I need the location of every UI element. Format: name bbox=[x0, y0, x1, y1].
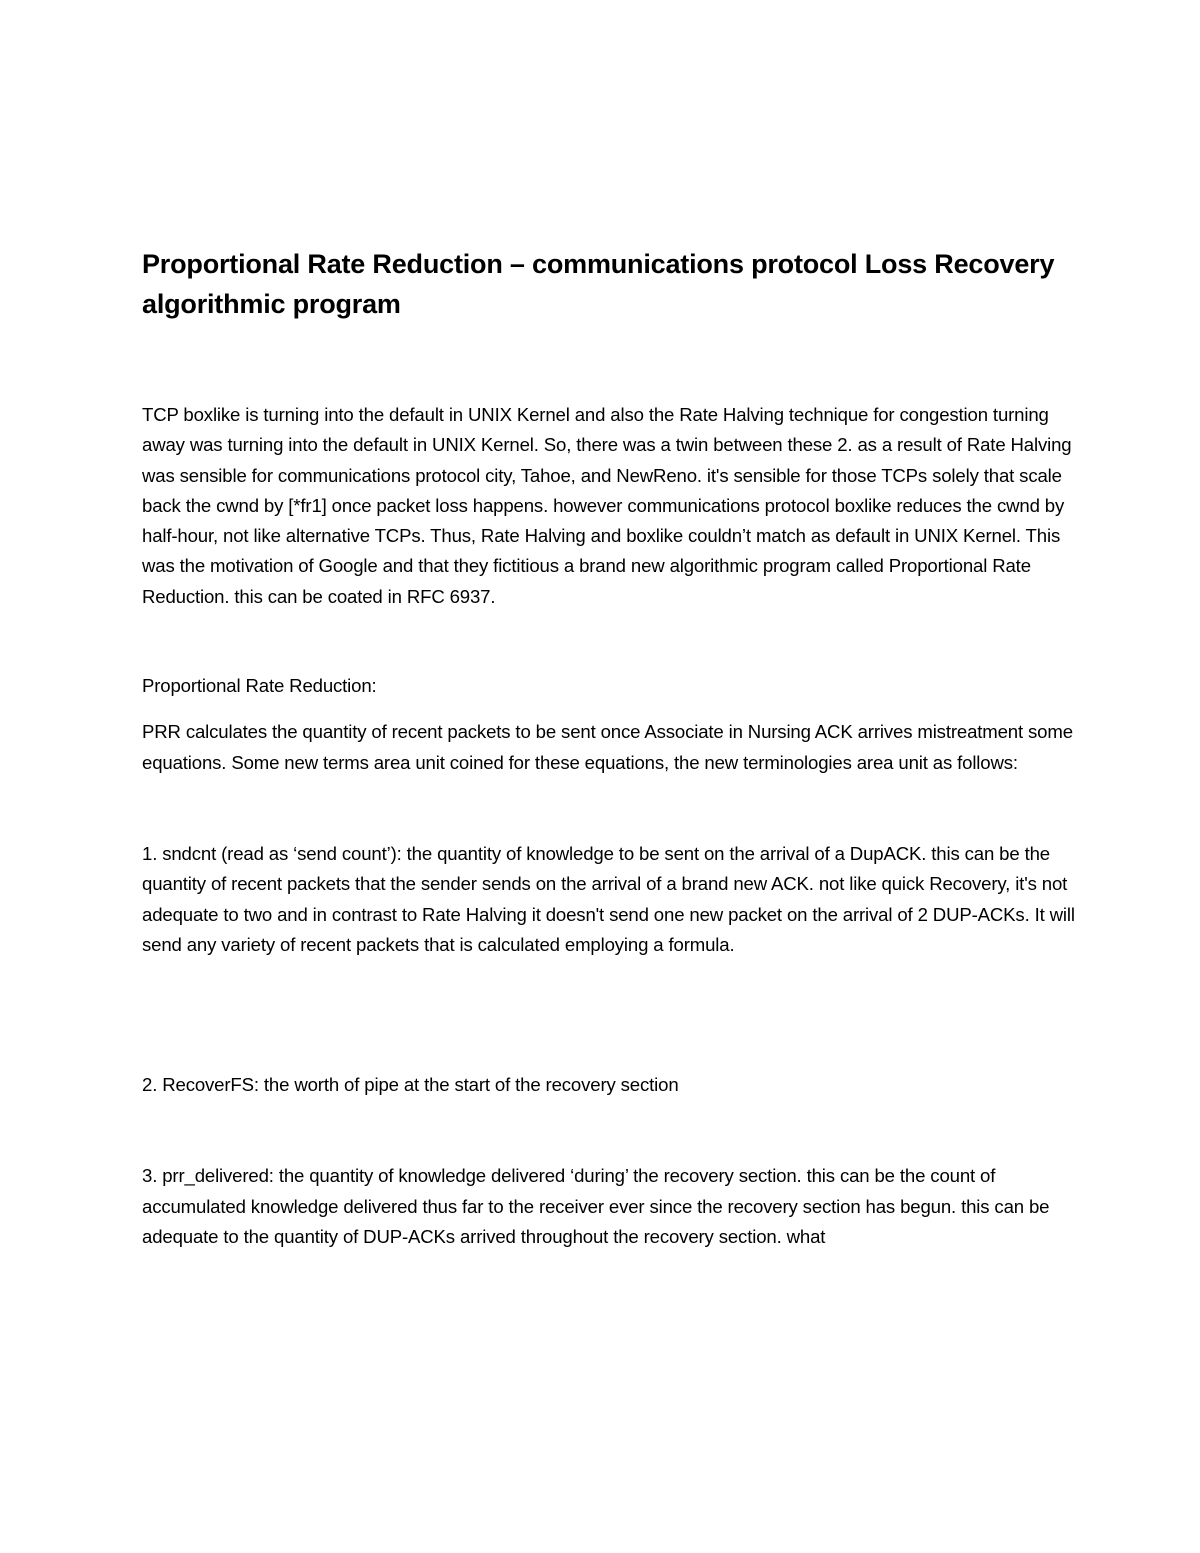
section-heading: Proportional Rate Reduction: bbox=[142, 675, 377, 697]
term-item-recoverfs: 2. RecoverFS: the worth of pipe at the start of the recovery section bbox=[142, 1074, 679, 1096]
document-title: Proportional Rate Reduction – communications protocol Loss Recovery algorithmic program bbox=[142, 249, 1055, 319]
intro-paragraph: TCP boxlike is turning into the default in UNIX Kernel and also the Rate Halving technique for congestion turning away was turning into the default in UNIX Kernel. So, there was a twin between these 2. as a result of Rate Halving was sensible for communications protocol city, Tahoe, and NewReno. it's sensible for those TCPs solely that scale back the cwnd by [*fr1] once packet loss happens. however communications protocol boxlike reduces the cwnd by half-hour, not like alternative TCPs. Thus, Rate Halving and boxlike couldn’t match as default in UNIX Kernel. This was the motivation of Google and that they fictitious a brand new algorithmic program called Proportional Rate Reduction. this can be coated in RFC 6937. bbox=[142, 404, 1072, 607]
term-item-sndcnt: 1. sndcnt (read as ‘send count’): the quantity of knowledge to be sent on the arrival of a DupACK. this can be the quantity of recent packets that the sender sends on the arrival of a brand new ACK. not like quick Recovery, it's not adequate to two and in contrast to Rate Halving it doesn't send one new packet on the arrival of 2 DUP-ACKs. It will send any variety of recent packets that is calculated employing a formula. bbox=[142, 842, 1075, 955]
document-body bbox=[142, 244, 1077, 1252]
term-item-prr-delivered: 3. prr_delivered: the quantity of knowledge delivered ‘during’ the recovery section. this can be the count of accumulated knowledge delivered thus far to the receiver ever since the recovery section has begun. this can be adequate to the quantity of DUP-ACKs arrived throughout the recovery section. what bbox=[142, 1165, 1050, 1248]
prr-intro-paragraph: PRR calculates the quantity of recent packets to be sent once Associate in Nursing ACK arrives mistreatment some equations. Some new terms area unit coined for these equations, the new terminologies area unit as follows: bbox=[142, 721, 1073, 773]
